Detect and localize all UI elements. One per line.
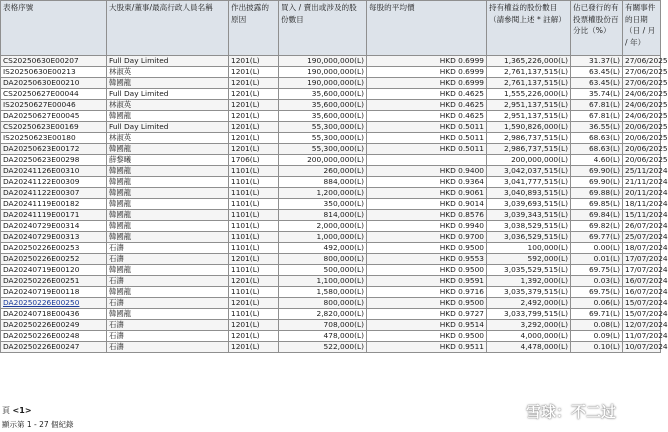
cell-reason: 1101(L) — [229, 287, 279, 298]
cell-serial[interactable]: DA20240718E00436 — [1, 309, 107, 320]
cell-price: HKD 0.9400 — [367, 166, 487, 177]
cell-name: 韓國龍 — [107, 144, 229, 155]
cell-held: 1,392,000(L) — [487, 276, 571, 287]
cell-date: 27/06/2025 — [623, 56, 661, 67]
cell-price: HKD 0.9500 — [367, 331, 487, 342]
cell-serial[interactable]: DA20250226E00251 — [1, 276, 107, 287]
cell-date: 15/07/2024 — [623, 298, 661, 309]
cell-reason: 1101(L) — [229, 210, 279, 221]
cell-reason: 1201(L) — [229, 144, 279, 155]
cell-pct: 0.03(L) — [571, 276, 623, 287]
cell-serial[interactable]: DA20250627E00045 — [1, 111, 107, 122]
cell-reason: 1101(L) — [229, 199, 279, 210]
cell-held: 3,038,529,515(L) — [487, 221, 571, 232]
cell-pct: 0.08(L) — [571, 320, 623, 331]
cell-price: HKD 0.9591 — [367, 276, 487, 287]
col-header-reason[interactable]: 作出披露的原因 — [229, 1, 279, 56]
cell-date: 24/06/2025 — [623, 100, 661, 111]
cell-serial[interactable]: DA20250226E00248 — [1, 331, 107, 342]
cell-shares: 522,000(L) — [279, 342, 367, 353]
cell-held: 3,040,893,515(L) — [487, 188, 571, 199]
cell-shares: 55,300,000(L) — [279, 122, 367, 133]
cell-pct: 31.37(L) — [571, 56, 623, 67]
cell-pct: 67.81(L) — [571, 100, 623, 111]
cell-name: 林淑英 — [107, 133, 229, 144]
cell-date: 25/11/2024 — [623, 166, 661, 177]
table-row — [1, 155, 661, 166]
cell-serial[interactable]: DA20240729E00313 — [1, 232, 107, 243]
cell-serial[interactable]: DA20250630E00210 — [1, 78, 107, 89]
col-header-held[interactable]: 持有權益的股份數目（請參閱上述 * 註解） — [487, 1, 571, 56]
cell-reason: 1201(L) — [229, 331, 279, 342]
cell-pct: 69.75(L) — [571, 265, 623, 276]
col-header-shares[interactable]: 買入 / 賣出或涉及的股份數目 — [279, 1, 367, 56]
cell-held: 1,365,226,000(L) — [487, 56, 571, 67]
table-row — [1, 188, 661, 199]
cell-name: 薛黎曦 — [107, 155, 229, 166]
cell-held: 2,986,737,515(L) — [487, 144, 571, 155]
cell-name: 石濤 — [107, 298, 229, 309]
cell-date: 17/07/2024 — [623, 265, 661, 276]
cell-name: 韓國龍 — [107, 232, 229, 243]
cell-serial[interactable]: DA20240719E00118 — [1, 287, 107, 298]
cell-pct: 0.10(L) — [571, 342, 623, 353]
cell-name: 韓國龍 — [107, 210, 229, 221]
cell-reason: 1101(L) — [229, 188, 279, 199]
cell-held: 1,590,826,000(L) — [487, 122, 571, 133]
cell-shares: 35,600,000(L) — [279, 89, 367, 100]
cell-pct: 68.63(L) — [571, 144, 623, 155]
cell-price: HKD 0.6999 — [367, 67, 487, 78]
cell-pct: 69.75(L) — [571, 287, 623, 298]
cell-shares: 708,000(L) — [279, 320, 367, 331]
cell-shares: 492,000(L) — [279, 243, 367, 254]
cell-name: Full Day Limited — [107, 56, 229, 67]
table-row — [1, 133, 661, 144]
cell-price: HKD 0.9511 — [367, 342, 487, 353]
cell-reason: 1101(L) — [229, 166, 279, 177]
cell-shares: 1,200,000(L) — [279, 188, 367, 199]
cell-held: 592,000(L) — [487, 254, 571, 265]
cell-price: HKD 0.5011 — [367, 122, 487, 133]
cell-name: Full Day Limited — [107, 122, 229, 133]
cell-price: HKD 0.9716 — [367, 287, 487, 298]
cell-price: HKD 0.9500 — [367, 265, 487, 276]
table-row — [1, 320, 661, 331]
table-row — [1, 331, 661, 342]
cell-serial[interactable]: DA20250226E00252 — [1, 254, 107, 265]
cell-date: 18/07/2024 — [623, 243, 661, 254]
col-header-pct[interactable]: 佔已發行的有投票權股份百分比（%） — [571, 1, 623, 56]
cell-serial[interactable]: DA20241119E00171 — [1, 210, 107, 221]
cell-reason: 1201(L) — [229, 122, 279, 133]
cell-name: 韓國龍 — [107, 111, 229, 122]
table-row — [1, 166, 661, 177]
watermark — [500, 396, 616, 426]
cell-serial[interactable]: DA20250623E00172 — [1, 144, 107, 155]
cell-price: HKD 0.9014 — [367, 199, 487, 210]
cell-price: HKD 0.9514 — [367, 320, 487, 331]
cell-price: HKD 0.6999 — [367, 56, 487, 67]
cell-reason: 1201(L) — [229, 133, 279, 144]
cell-date: 20/06/2025 — [623, 122, 661, 133]
cell-held: 3,035,529,515(L) — [487, 265, 571, 276]
cell-price: HKD 0.6999 — [367, 78, 487, 89]
cell-reason: 1201(L) — [229, 298, 279, 309]
cell-date: 16/07/2024 — [623, 276, 661, 287]
cell-name: 韓國龍 — [107, 221, 229, 232]
cell-date: 20/11/2024 — [623, 188, 661, 199]
cell-date: 18/11/2024 — [623, 199, 661, 210]
watermark-text: 雪球：不二过 — [526, 402, 617, 421]
cell-shares: 55,300,000(L) — [279, 144, 367, 155]
table-row — [1, 298, 661, 309]
cell-reason: 1201(L) — [229, 56, 279, 67]
cell-date: 11/07/2024 — [623, 331, 661, 342]
cell-date: 27/06/2025 — [623, 67, 661, 78]
table-row — [1, 309, 661, 320]
cell-shares: 814,000(L) — [279, 210, 367, 221]
cell-held: 3,035,379,515(L) — [487, 287, 571, 298]
table-row — [1, 78, 661, 89]
col-header-date[interactable]: 有關事件的日期（日 / 月 / 年） — [623, 1, 661, 56]
cell-price: HKD 0.8576 — [367, 210, 487, 221]
cell-price: HKD 0.5011 — [367, 144, 487, 155]
table-body — [1, 56, 668, 353]
cell-date: 10/07/2024 — [623, 342, 661, 353]
cell-shares: 884,000(L) — [279, 177, 367, 188]
table-row — [1, 276, 661, 287]
cell-reason: 1101(L) — [229, 221, 279, 232]
cell-held: 3,033,799,515(L) — [487, 309, 571, 320]
cell-price: HKD 0.9727 — [367, 309, 487, 320]
cell-price: HKD 0.9940 — [367, 221, 487, 232]
cell-serial[interactable]: DA20250226E00253 — [1, 243, 107, 254]
cell-serial[interactable]: CS20250627E00044 — [1, 89, 107, 100]
cell-date: 21/11/2024 — [623, 177, 661, 188]
cell-pct: 4.60(L) — [571, 155, 623, 166]
table-row — [1, 144, 661, 155]
snowball-icon — [500, 400, 522, 422]
cell-serial[interactable]: DA20250226E00249 — [1, 320, 107, 331]
cell-held: 3,292,000(L) — [487, 320, 571, 331]
table-row — [1, 210, 661, 221]
cell-reason: 1201(L) — [229, 78, 279, 89]
cell-reason: 1201(L) — [229, 254, 279, 265]
cell-price: HKD 0.4625 — [367, 111, 487, 122]
cell-shares: 2,820,000(L) — [279, 309, 367, 320]
cell-date: 12/07/2024 — [623, 320, 661, 331]
cell-shares: 35,600,000(L) — [279, 100, 367, 111]
table-row — [1, 254, 661, 265]
cell-price: HKD 0.9700 — [367, 232, 487, 243]
cell-shares: 190,000,000(L) — [279, 56, 367, 67]
table-row — [1, 67, 661, 78]
cell-name: 韓國龍 — [107, 309, 229, 320]
cell-pct: 69.88(L) — [571, 188, 623, 199]
cell-name: 韓國龍 — [107, 177, 229, 188]
cell-name: 林淑英 — [107, 100, 229, 111]
cell-price — [367, 155, 487, 166]
table-row — [1, 232, 661, 243]
pager-label: 頁 — [2, 406, 10, 415]
cell-pct: 69.84(L) — [571, 210, 623, 221]
cell-price: HKD 0.9553 — [367, 254, 487, 265]
cell-date: 20/06/2025 — [623, 144, 661, 155]
table-row — [1, 100, 661, 111]
cell-held: 3,042,037,515(L) — [487, 166, 571, 177]
table-row — [1, 287, 661, 298]
cell-pct: 69.90(L) — [571, 166, 623, 177]
cell-pct: 36.55(L) — [571, 122, 623, 133]
table-row — [1, 56, 661, 67]
cell-date: 20/06/2025 — [623, 133, 661, 144]
cell-held: 3,039,343,515(L) — [487, 210, 571, 221]
cell-reason: 1201(L) — [229, 342, 279, 353]
table-row — [1, 122, 661, 133]
cell-reason: 1101(L) — [229, 177, 279, 188]
cell-shares: 800,000(L) — [279, 298, 367, 309]
cell-name: 韓國龍 — [107, 287, 229, 298]
col-header-serial[interactable]: 表格序號 — [1, 1, 107, 56]
cell-date: 25/07/2024 — [623, 232, 661, 243]
cell-shares: 478,000(L) — [279, 331, 367, 342]
cell-held: 1,555,226,000(L) — [487, 89, 571, 100]
cell-pct: 69.71(L) — [571, 309, 623, 320]
cell-serial[interactable]: DA20250226E00247 — [1, 342, 107, 353]
cell-held: 2,761,137,515(L) — [487, 67, 571, 78]
cell-shares: 2,000,000(L) — [279, 221, 367, 232]
cell-serial[interactable]: DA20241122E00309 — [1, 177, 107, 188]
cell-serial[interactable]: IS20250630E00213 — [1, 67, 107, 78]
cell-price: HKD 0.9500 — [367, 243, 487, 254]
cell-reason: 1201(L) — [229, 89, 279, 100]
cell-name: Full Day Limited — [107, 89, 229, 100]
cell-held: 2,492,000(L) — [487, 298, 571, 309]
pager-current-page[interactable]: <1> — [12, 406, 32, 415]
cell-serial[interactable]: CS20250623E00169 — [1, 122, 107, 133]
cell-shares: 190,000,000(L) — [279, 67, 367, 78]
cell-pct: 69.90(L) — [571, 177, 623, 188]
cell-pct: 69.77(L) — [571, 232, 623, 243]
cell-serial[interactable]: DA20241122E00307 — [1, 188, 107, 199]
cell-date: 17/07/2024 — [623, 254, 661, 265]
table-row — [1, 243, 661, 254]
cell-shares: 1,100,000(L) — [279, 276, 367, 287]
cell-serial[interactable]: DA20250226E00250 — [1, 298, 107, 309]
cell-date: 24/06/2025 — [623, 89, 661, 100]
cell-price: HKD 0.4625 — [367, 89, 487, 100]
cell-held: 3,041,777,515(L) — [487, 177, 571, 188]
cell-price: HKD 0.9500 — [367, 298, 487, 309]
cell-price: HKD 0.9061 — [367, 188, 487, 199]
cell-date: 24/06/2025 — [623, 111, 661, 122]
cell-reason: 1201(L) — [229, 276, 279, 287]
table-row — [1, 221, 661, 232]
cell-serial[interactable]: IS20250623E00180 — [1, 133, 107, 144]
cell-pct: 69.85(L) — [571, 199, 623, 210]
cell-pct: 68.63(L) — [571, 133, 623, 144]
cell-held: 100,000(L) — [487, 243, 571, 254]
cell-held: 200,000,000(L) — [487, 155, 571, 166]
cell-serial[interactable]: DA20241119E00182 — [1, 199, 107, 210]
cell-held: 4,000,000(L) — [487, 331, 571, 342]
cell-name: 石濤 — [107, 342, 229, 353]
cell-serial[interactable]: CS20250630E00207 — [1, 56, 107, 67]
cell-pct: 0.01(L) — [571, 254, 623, 265]
cell-pct: 63.45(L) — [571, 78, 623, 89]
cell-name: 韓國龍 — [107, 188, 229, 199]
cell-serial[interactable]: DA20241126E00310 — [1, 166, 107, 177]
cell-name: 韓國龍 — [107, 78, 229, 89]
cell-date: 27/06/2025 — [623, 78, 661, 89]
cell-held: 2,761,137,515(L) — [487, 78, 571, 89]
cell-date: 16/07/2024 — [623, 287, 661, 298]
cell-reason: 1201(L) — [229, 320, 279, 331]
cell-held: 2,951,137,515(L) — [487, 100, 571, 111]
cell-reason: 1101(L) — [229, 265, 279, 276]
cell-reason: 1101(L) — [229, 309, 279, 320]
cell-shares: 1,580,000(L) — [279, 287, 367, 298]
cell-serial[interactable]: DA20250623E00298 — [1, 155, 107, 166]
pagination — [2, 405, 32, 416]
cell-date: 20/06/2025 — [623, 155, 661, 166]
cell-name: 石濤 — [107, 331, 229, 342]
cell-name: 韓國龍 — [107, 265, 229, 276]
cell-reason: 1201(L) — [229, 100, 279, 111]
table-row — [1, 265, 661, 276]
cell-serial[interactable]: DA20240729E00314 — [1, 221, 107, 232]
cell-held: 2,986,737,515(L) — [487, 133, 571, 144]
cell-pct: 67.81(L) — [571, 111, 623, 122]
cell-price: HKD 0.5011 — [367, 133, 487, 144]
col-header-price[interactable]: 每股的平均價 — [367, 1, 487, 56]
cell-reason: 1101(L) — [229, 232, 279, 243]
cell-reason: 1101(L) — [229, 243, 279, 254]
cell-pct: 0.06(L) — [571, 298, 623, 309]
cell-serial[interactable]: DA20240719E00120 — [1, 265, 107, 276]
cell-pct: 63.45(L) — [571, 67, 623, 78]
cell-reason: 1706(L) — [229, 155, 279, 166]
header-row — [1, 1, 661, 56]
cell-shares: 35,600,000(L) — [279, 111, 367, 122]
cell-name: 韓國龍 — [107, 199, 229, 210]
cell-date: 15/07/2024 — [623, 309, 661, 320]
cell-pct: 69.82(L) — [571, 221, 623, 232]
cell-shares: 800,000(L) — [279, 254, 367, 265]
cell-name: 韓國龍 — [107, 166, 229, 177]
cell-held: 2,951,137,515(L) — [487, 111, 571, 122]
cell-held: 3,039,693,515(L) — [487, 199, 571, 210]
cell-name: 石濤 — [107, 254, 229, 265]
table-row — [1, 199, 661, 210]
cell-pct: 0.00(L) — [571, 243, 623, 254]
cell-name: 石濤 — [107, 320, 229, 331]
cell-name: 石濤 — [107, 276, 229, 287]
cell-shares: 350,000(L) — [279, 199, 367, 210]
cell-serial[interactable]: IS20250627E00046 — [1, 100, 107, 111]
cell-pct: 35.74(L) — [571, 89, 623, 100]
cell-shares: 200,000,000(L) — [279, 155, 367, 166]
col-header-name[interactable]: 大股東/董事/最高行政人員名稱 — [107, 1, 229, 56]
cell-price: HKD 0.4625 — [367, 100, 487, 111]
cell-date: 15/11/2024 — [623, 210, 661, 221]
table-row — [1, 177, 661, 188]
cell-held: 4,478,000(L) — [487, 342, 571, 353]
cell-shares: 260,000(L) — [279, 166, 367, 177]
cell-name: 石濤 — [107, 243, 229, 254]
cell-shares: 190,000,000(L) — [279, 78, 367, 89]
table-row — [1, 342, 661, 353]
cell-name: 林淑英 — [107, 67, 229, 78]
cell-held: 3,036,529,515(L) — [487, 232, 571, 243]
cell-pct: 0.09(L) — [571, 331, 623, 342]
cell-shares: 55,300,000(L) — [279, 133, 367, 144]
record-count: 顯示第 1 - 27 個紀錄 — [2, 420, 74, 429]
table-row — [1, 89, 661, 100]
cell-shares: 1,000,000(L) — [279, 232, 367, 243]
table-row — [1, 111, 661, 122]
cell-price: HKD 0.9364 — [367, 177, 487, 188]
cell-reason: 1201(L) — [229, 111, 279, 122]
cell-reason: 1201(L) — [229, 67, 279, 78]
cell-shares: 500,000(L) — [279, 265, 367, 276]
cell-date: 26/07/2024 — [623, 221, 661, 232]
